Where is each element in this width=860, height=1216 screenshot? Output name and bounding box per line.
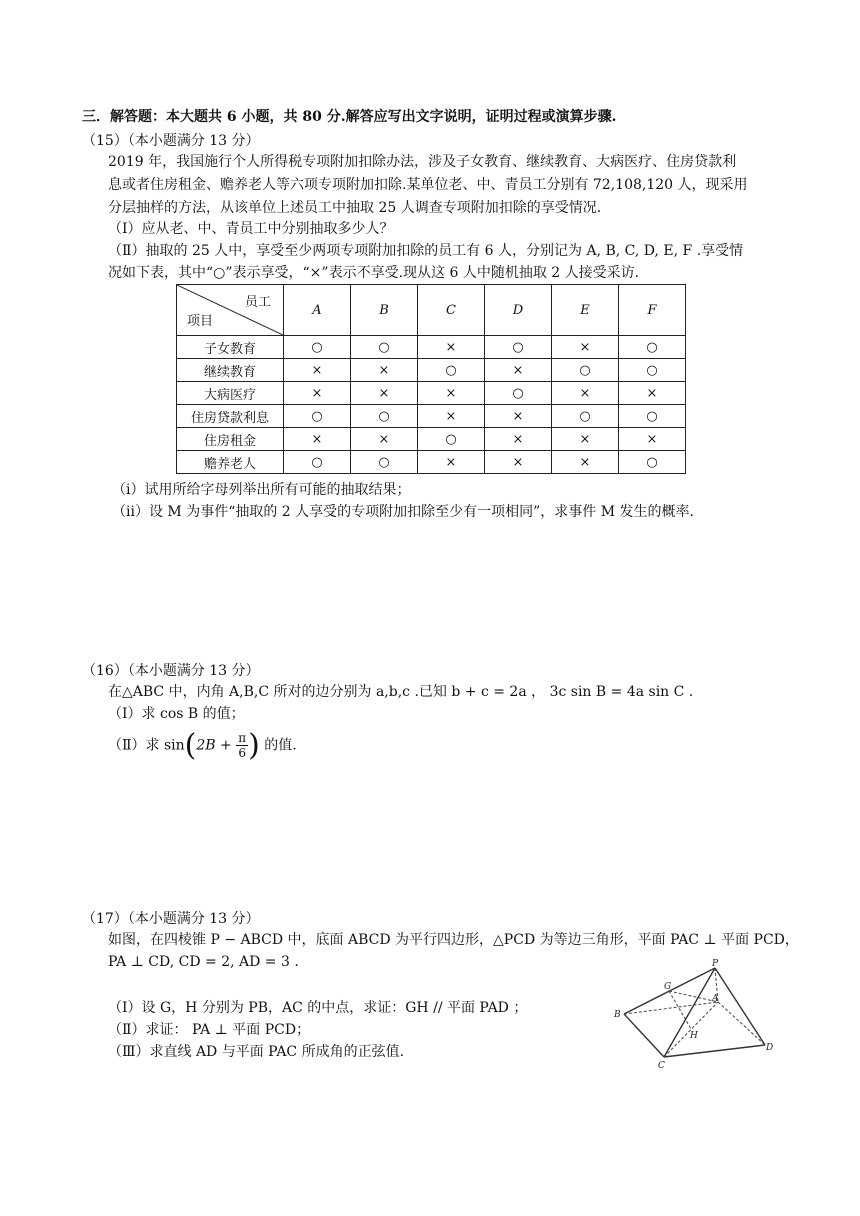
table-cell: ×	[485, 359, 552, 382]
edge-ba	[624, 1002, 718, 1014]
table-cell: ○	[552, 359, 619, 382]
q16-part1: （Ⅰ）求 cos B 的值；	[108, 706, 245, 722]
table-cell: ×	[418, 405, 485, 428]
table-cell: ○	[619, 336, 686, 359]
vertex-label-g: G	[664, 982, 672, 992]
vertex-label-d: D	[766, 1043, 774, 1053]
q15-sub-ii: （ii）设 M 为事件“抽取的 2 人享受的专项附加扣除至少有一项相同”，求事件 M 发生的概率.	[112, 504, 694, 520]
table-cell: ×	[552, 382, 619, 405]
vertex-label-p: P	[712, 959, 719, 969]
q15-part2-line1: （Ⅱ）抽取的 25 人中，享受至少两项专项附加扣除的员工有 6 人，分别记为 A, B, C, D, E, F .享受情	[108, 243, 744, 259]
table-cell: ○	[418, 359, 485, 382]
column-header: E	[552, 285, 619, 336]
table-cell: ○	[619, 451, 686, 474]
table-cell: ×	[351, 359, 418, 382]
table-row	[177, 359, 686, 382]
q17-line2: PA ⊥ CD, CD = 2, AD = 3 .	[108, 954, 299, 970]
q17-label: （17）（本小题满分 13 分）	[82, 911, 260, 927]
right-paren: )	[248, 728, 260, 763]
table-cell: ○	[619, 359, 686, 382]
table-corner-cell	[177, 285, 284, 336]
table-cell: ×	[284, 382, 351, 405]
row-item-label: 住房贷款利息	[177, 405, 284, 428]
vertex-label-b: B	[614, 1010, 621, 1020]
table-cell: ×	[619, 428, 686, 451]
q17-part1: （Ⅰ）设 G，H 分别为 PB，AC 的中点，求证：GH // 平面 PAD ；	[108, 1000, 528, 1016]
row-item-label: 大病医疗	[177, 382, 284, 405]
q16-part2	[108, 728, 297, 763]
table-cell: ×	[284, 428, 351, 451]
table-row	[177, 336, 686, 359]
table-cell: ×	[351, 428, 418, 451]
q15-line2: 息或者住房租金、赡养老人等六项专项附加扣除.某单位老、中、青员工分别有 72,108,120 人，现采用	[108, 177, 748, 193]
fraction-denominator: 6	[238, 746, 246, 760]
fraction-numerator: π	[238, 731, 247, 745]
q15-sub-i: （i）试用所给字母列举出所有可能的抽取结果；	[112, 482, 411, 498]
vertex-label-h: H	[690, 1031, 698, 1041]
table-cell: ○	[284, 451, 351, 474]
q16-line1: 在△ABC 中，内角 A,B,C 所对的边分别为 a,b,c .已知 b + c = 2a ， 3c sin B = 4a sin C .	[108, 684, 694, 700]
table-cell: ×	[418, 336, 485, 359]
column-header: A	[284, 285, 351, 336]
row-item-label: 赡养老人	[177, 451, 284, 474]
corner-bottom-label: 项目	[187, 314, 214, 329]
q15-part2-line2: 况如下表，其中“○”表示享受，“×”表示不享受.现从这 6 人中随机抽取 2 人接受采访.	[108, 265, 640, 281]
table-cell: ×	[418, 451, 485, 474]
corner-top-label: 员工	[244, 295, 271, 310]
column-header: C	[418, 285, 485, 336]
table-cell: ×	[485, 405, 552, 428]
q17-line1: 如图，在四棱锥 P − ABCD 中，底面 ABCD 为平行四边形，△PCD 为等边三角形，平面 PAC ⊥ 平面 PCD，	[108, 932, 799, 948]
table-cell: ○	[351, 451, 418, 474]
table-cell: ○	[485, 336, 552, 359]
table-cell: ×	[552, 451, 619, 474]
edge-cd	[664, 1045, 765, 1057]
column-header: B	[351, 285, 418, 336]
left-paren: (	[184, 728, 197, 763]
table-cell: ×	[485, 451, 552, 474]
table-row	[177, 451, 686, 474]
q15-line3: 分层抽样的方法，从该单位上述员工中抽取 25 人调查专项附加扣除的享受情况.	[108, 200, 602, 216]
vertex-label-c: C	[658, 1061, 665, 1070]
table-cell: ×	[552, 428, 619, 451]
table-cell: ×	[351, 382, 418, 405]
table-cell: ○	[418, 428, 485, 451]
table-row	[177, 382, 686, 405]
row-item-label: 继续教育	[177, 359, 284, 382]
pi-over-six-fraction	[236, 731, 248, 760]
table-cell: ×	[284, 359, 351, 382]
q16-label: （16）（本小题满分 13 分）	[82, 663, 260, 679]
table-cell: ○	[284, 405, 351, 428]
table-cell: ○	[351, 336, 418, 359]
q15-part1: （Ⅰ）应从老、中、青员工中分别抽取多少人？	[108, 221, 394, 237]
table-cell: ×	[619, 382, 686, 405]
q17-part3: （Ⅲ）求直线 AD 与平面 PAC 所成角的正弦值.	[108, 1044, 405, 1060]
q16-part2-suffix: 的值.	[264, 737, 297, 754]
table-row	[177, 428, 686, 451]
edge-bc	[624, 1014, 664, 1057]
vertex-label-a: A	[712, 994, 719, 1004]
row-item-label: 住房租金	[177, 428, 284, 451]
row-item-label: 子女教育	[177, 336, 284, 359]
table-header-row	[177, 285, 686, 336]
segment-ga	[669, 991, 718, 1002]
pyramid-figure	[608, 958, 788, 1070]
q15-label: （15）（本小题满分 13 分）	[82, 133, 260, 149]
table-cell: ×	[418, 382, 485, 405]
deduction-table	[176, 284, 686, 474]
segment-gh	[669, 991, 691, 1029]
q16-part2-prefix: （Ⅱ）求 sin	[108, 737, 185, 754]
column-header: D	[485, 285, 552, 336]
table-cell: ×	[552, 336, 619, 359]
table-cell: ○	[619, 405, 686, 428]
table-cell: ×	[485, 428, 552, 451]
table-row	[177, 405, 686, 428]
table-cell: ○	[552, 405, 619, 428]
q17-part2: （Ⅱ）求证： PA ⊥ 平面 PCD；	[108, 1022, 311, 1038]
section-heading: 三．解答题：本大题共 6 小题，共 80 分.解答应写出文字说明，证明过程或演算步骤.	[82, 109, 617, 125]
q16-part2-inner: 2B +	[196, 737, 232, 754]
q15-line1: 2019 年，我国施行个人所得税专项附加扣除办法，涉及子女教育、继续教育、大病医疗、住房贷款利	[108, 154, 737, 170]
table-cell: ○	[485, 382, 552, 405]
column-header: F	[619, 285, 686, 336]
table-cell: ○	[284, 336, 351, 359]
table-cell: ○	[351, 405, 418, 428]
